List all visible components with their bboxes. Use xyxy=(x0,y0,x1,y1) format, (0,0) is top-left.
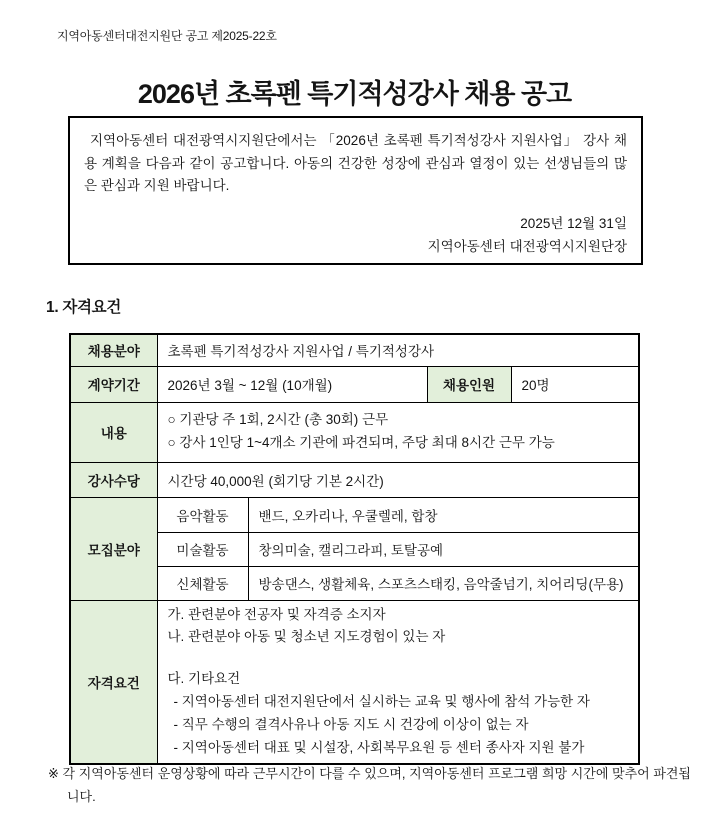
announcement-signer: 지역아동센터 대전광역시지원단장 xyxy=(427,238,627,254)
table-row xyxy=(70,462,639,497)
table-row xyxy=(70,334,639,366)
duty-value xyxy=(157,402,639,462)
qualification-sub-3: - 지역아동센터 대표 및 시설장, 사회복무요원 등 센터 종사자 지원 불가 xyxy=(173,740,585,756)
headcount-label: 채용인원 xyxy=(427,366,511,402)
table-row xyxy=(70,497,639,532)
contract-period-value: 2026년 3월 ~ 12월 (10개월) xyxy=(157,366,427,402)
intro-box xyxy=(68,116,643,265)
field-items-music: 밴드, 오카리나, 우쿨렐레, 합창 xyxy=(248,497,639,532)
table-row xyxy=(70,366,639,402)
intro-signature-block xyxy=(84,213,627,258)
table-row xyxy=(70,600,639,764)
duty-line-1: ○ 기관당 주 1회, 2시간 (총 30회) 근무 xyxy=(167,412,389,428)
section-heading-qualifications: 1. 자격요건 xyxy=(46,299,122,316)
announcement-date: 2025년 12월 31일 xyxy=(520,216,627,232)
duty-label: 내용 xyxy=(70,402,157,462)
qualification-line-ga: 가. 관련분야 전공자 및 자격증 소지자 xyxy=(167,606,386,622)
qualification-line-da: 다. 기타요건 xyxy=(167,671,241,687)
intro-body-text: 지역아동센터 대전광역시지원단에서는 「2026년 초록펜 특기적성강사 지원사업」 강사 채용 계획을 다음과 같이 공고합니다. 아동의 건강한 성장에 관심과 열정이 있는 선생님들의 많은 관심과 지원 바랍니다. xyxy=(84,133,627,194)
field-category-music: 음악활동 xyxy=(157,497,248,532)
qualification-label: 자격요건 xyxy=(70,600,157,764)
qualification-value xyxy=(157,600,639,764)
fields-label: 모집분야 xyxy=(70,497,157,600)
contract-period-label: 계약기간 xyxy=(70,366,157,402)
doc-number: 지역아동센터대전지원단 공고 제2025-22호 xyxy=(57,29,277,43)
footnote: ※ 각 지역아동센터 운영상황에 따라 근무시간이 다를 수 있으며, 지역아동센터 프로그램 희망 시간에 맞추어 파견됩니다. xyxy=(48,766,691,805)
headcount-value: 20명 xyxy=(511,366,639,402)
field-items-art: 창의미술, 캘리그라피, 토탈공예 xyxy=(248,532,639,566)
page-title: 2026년 초록펜 특기적성강사 채용 공고 xyxy=(137,79,572,110)
qualification-sub-2: - 직무 수행의 결격사유나 아동 지도 시 건강에 이상이 없는 자 xyxy=(173,717,529,733)
qualification-table xyxy=(69,333,640,765)
recruit-field-label: 채용분야 xyxy=(70,334,157,366)
pay-value: 시간당 40,000원 (회기당 기본 2시간) xyxy=(157,462,639,497)
field-category-art: 미술활동 xyxy=(157,532,248,566)
recruit-field-value: 초록펜 특기적성강사 지원사업 / 특기적성강사 xyxy=(157,334,639,366)
duty-line-2: ○ 강사 1인당 1~4개소 기관에 파견되며, 주당 최대 8시간 근무 가능 xyxy=(167,435,555,450)
table-row xyxy=(70,402,639,462)
field-items-physical: 방송댄스, 생활체육, 스포츠스태킹, 음악줄넘기, 치어리딩(무용) xyxy=(248,566,639,600)
field-category-physical: 신체활동 xyxy=(157,566,248,600)
qualification-sub-1: - 지역아동센터 대전지원단에서 실시하는 교육 및 행사에 참석 가능한 자 xyxy=(173,694,590,710)
qualification-line-na: 나. 관련분야 아동 및 청소년 지도경험이 있는 자 xyxy=(167,629,446,645)
pay-label: 강사수당 xyxy=(70,462,157,497)
